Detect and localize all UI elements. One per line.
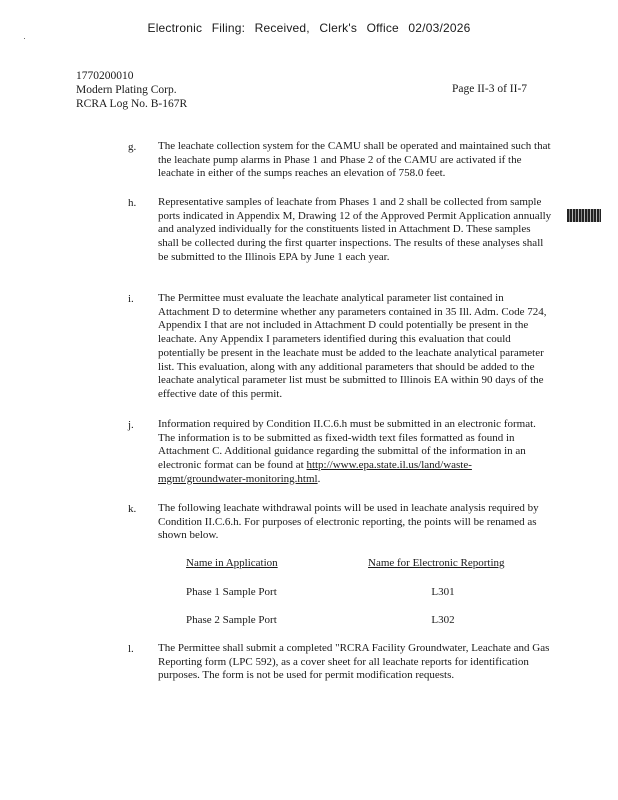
company-name: Modern Plating Corp. — [76, 84, 177, 96]
item-j-body: Information required by Condition II.C.6.h must be submitted in an electronic format. The information is to be submitted as fixed-width text files formatted as found in Attachment C. Additional guidance regarding the submittal of the information in an electronic format can be found at — [158, 418, 536, 472]
item-j-tail: . — [317, 472, 321, 485]
scan-speck — [24, 38, 25, 39]
item-label-j: j. — [128, 419, 134, 431]
item-label-k: k. — [128, 503, 137, 515]
item-label-h: h. — [128, 197, 137, 209]
item-l-text: The Permittee shall submit a completed "RCRA Facility Groundwater, Leachate and Gas Reporting form (LPC 592), as a cover sheet for all leachate reports for identification purposes. The form is not be used for permit modification requests. — [158, 642, 550, 682]
table-row-2-code: L302 — [431, 614, 455, 626]
log-number: RCRA Log No. B-167R — [76, 98, 188, 110]
table-header-application: Name in Application — [186, 557, 278, 569]
margin-scan-mark — [567, 209, 601, 222]
filing-stamp: Electronic Filing: Received, Clerk's Office 02/03/2026 — [147, 21, 471, 35]
item-i-text: The Permittee must evaluate the leachate analytical parameter list contained in Attachment D to determine whether any parameters contained in 35 Ill. Adm. Code 724, Appendix I that are not included in Attachment D could potentially be present in the leachate. Any Appendix I parameters identified during this evaluation that could potentially be present in the leachate must be added to the leachate analytical parameter list. This evaluation, along with any additional parameters that should be added to the leachate analytical parameter list must be submitted to Illinois EA within 90 days of the effective date of this permit. — [158, 292, 547, 400]
table-header-electronic: Name for Electronic Reporting — [368, 557, 505, 569]
guidance-link[interactable]: http://www.epa.state.il.us/land/waste-mgmt/groundwater-monitoring.html — [158, 459, 472, 485]
item-j-text — [158, 418, 554, 487]
document-header — [76, 69, 187, 111]
table-row-1-name: Phase 1 Sample Port — [186, 586, 277, 598]
table-row-1-code: L301 — [431, 586, 455, 598]
item-g-text: The leachate collection system for the CAMU shall be operated and maintained such that the leachate pump alarms in Phase 1 and Phase 2 of the CAMU are activated if the leachate in either of the sumps reaches an elevation of 758.0 feet. — [158, 140, 551, 180]
item-label-l: l. — [128, 643, 134, 655]
table-row-2-name: Phase 2 Sample Port — [186, 614, 277, 626]
item-k-text: The following leachate withdrawal points will be used in leachate analysis required by Condition II.C.6.h. For purposes of electronic reporting, the points will be renamed as shown below. — [158, 502, 539, 542]
permit-number: 1770200010 — [76, 70, 134, 82]
item-label-g: g. — [128, 141, 137, 153]
page-number: Page II-3 of II-7 — [452, 83, 528, 95]
item-label-i: i. — [128, 293, 134, 305]
item-h-text: Representative samples of leachate from Phases 1 and 2 shall be collected from sample ports indicated in Appendix M, Drawing 12 of the Approved Permit Application annually and analyzed individually for the constituents listed in Attachment D. These samples shall be collected during the first quarter inspections. The results of these analyses shall be submitted to the Illinois EPA by June 1 each year. — [158, 196, 552, 263]
